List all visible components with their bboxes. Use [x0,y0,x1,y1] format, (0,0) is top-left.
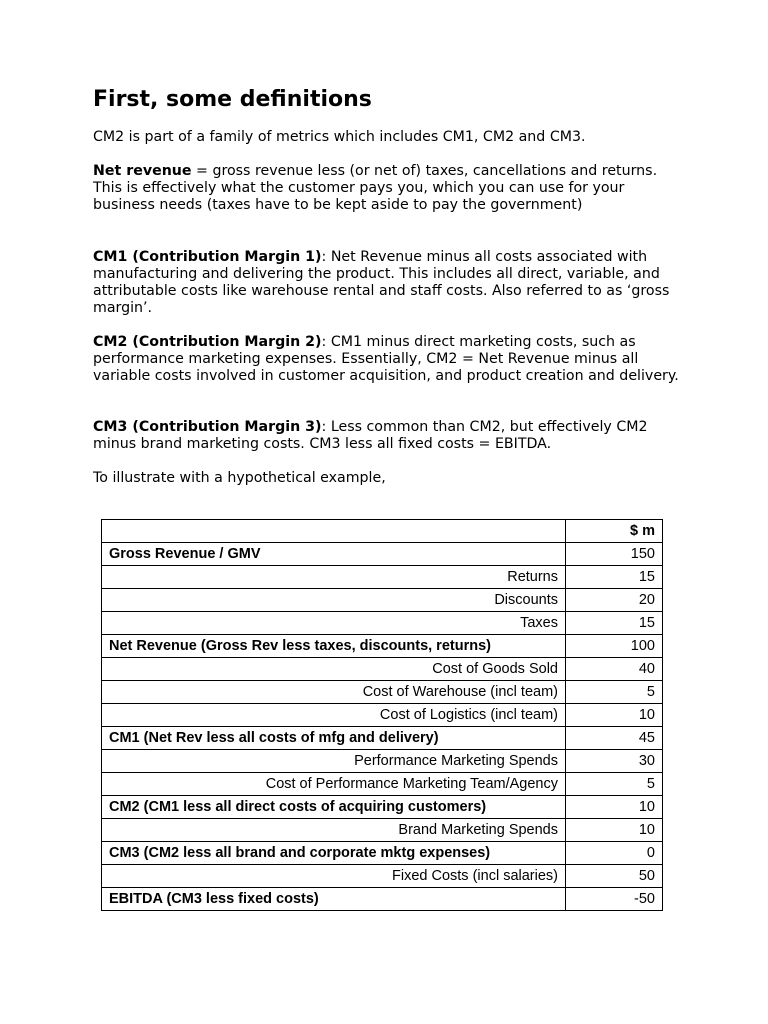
row-label: Cost of Performance Marketing Team/Agency [102,773,566,796]
row-label: Cost of Warehouse (incl team) [102,681,566,704]
definition-cm1 [93,249,683,317]
row-value: 10 [566,704,663,727]
definition-text: = gross revenue less (or net of) taxes, cancellations and returns. This is effectively what the customer pays you, which you can use for your business needs (taxes have to be kept aside to pay the government) [93,163,658,213]
financial-example-table [101,519,663,911]
row-label: Cost of Goods Sold [102,658,566,681]
definition-text: : Less common than CM2, but effectively CM2 minus brand marketing costs. CM3 less all fixed costs = EBITDA. [93,419,648,452]
row-value: 40 [566,658,663,681]
table-row [102,612,663,635]
row-value: 10 [566,796,663,819]
definition-net-revenue [93,163,683,214]
header-label-cell [102,520,566,543]
table-row [102,842,663,865]
table-row [102,681,663,704]
row-value: 50 [566,865,663,888]
row-label: Discounts [102,589,566,612]
example-intro: To illustrate with a hypothetical example, [93,470,386,486]
row-label: Cost of Logistics (incl team) [102,704,566,727]
row-label: Net Revenue (Gross Rev less taxes, discounts, returns) [102,635,566,658]
row-value: 100 [566,635,663,658]
definition-term: CM3 (Contribution Margin 3) [93,419,322,435]
table-row [102,589,663,612]
row-label: CM1 (Net Rev less all costs of mfg and delivery) [102,727,566,750]
table-row [102,635,663,658]
table-row [102,796,663,819]
row-value: 5 [566,681,663,704]
row-label: Returns [102,566,566,589]
definition-cm2 [93,334,683,385]
header-unit-cell: $ m [566,520,663,543]
definition-term: CM1 (Contribution Margin 1) [93,249,322,265]
definition-term: Net revenue [93,163,192,179]
table-row [102,750,663,773]
row-value: 15 [566,612,663,635]
row-value: 5 [566,773,663,796]
intro-paragraph: CM2 is part of a family of metrics which includes CM1, CM2 and CM3. [93,129,586,145]
row-value: 0 [566,842,663,865]
table-row [102,658,663,681]
table-header-row [102,520,663,543]
row-label: EBITDA (CM3 less fixed costs) [102,888,566,911]
row-label: Fixed Costs (incl salaries) [102,865,566,888]
table-row [102,865,663,888]
row-label: Performance Marketing Spends [102,750,566,773]
row-value: 30 [566,750,663,773]
definition-term: CM2 (Contribution Margin 2) [93,334,322,350]
row-value: 20 [566,589,663,612]
table-row [102,888,663,911]
table-row [102,727,663,750]
page-title: First, some definitions [93,87,372,112]
row-value: 45 [566,727,663,750]
row-label: Brand Marketing Spends [102,819,566,842]
row-label: Taxes [102,612,566,635]
definition-text: : Net Revenue minus all costs associated with manufacturing and delivering the product. This includes all direct, variable, and attributable costs like warehouse rental and staff costs. Also referred to as ‘gross margin’. [93,249,670,316]
definition-cm3 [93,419,683,453]
row-value: -50 [566,888,663,911]
table-row [102,819,663,842]
table-row [102,773,663,796]
table-row [102,566,663,589]
row-value: 15 [566,566,663,589]
table-row [102,543,663,566]
row-label: CM3 (CM2 less all brand and corporate mktg expenses) [102,842,566,865]
row-label: Gross Revenue / GMV [102,543,566,566]
row-label: CM2 (CM1 less all direct costs of acquiring customers) [102,796,566,819]
row-value: 150 [566,543,663,566]
row-value: 10 [566,819,663,842]
table-row [102,704,663,727]
definition-text: : CM1 minus direct marketing costs, such as performance marketing expenses. Essentially, CM2 = Net Revenue minus all variable costs involved in customer acquisition, and product creation and delivery. [93,334,679,384]
